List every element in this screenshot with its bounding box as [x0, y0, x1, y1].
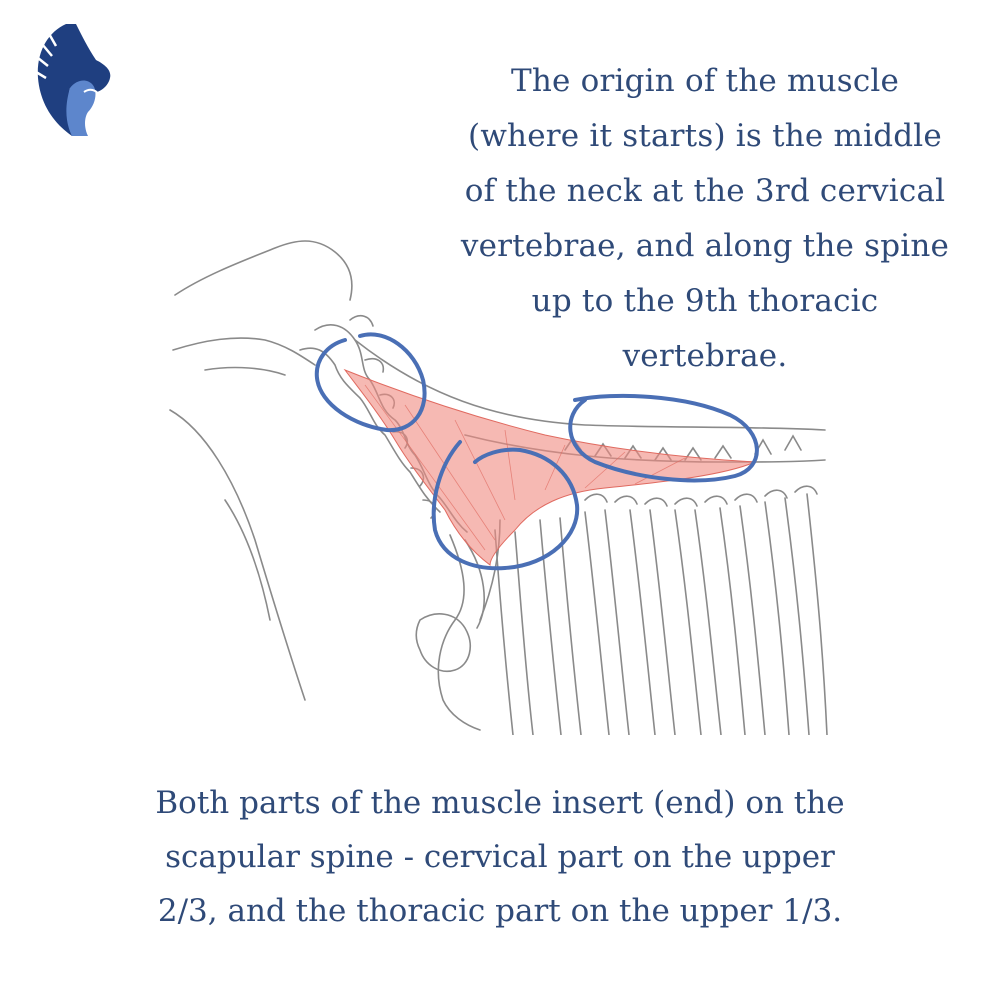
origin-line-4: vertebrae, and along the spine [460, 228, 950, 264]
insertion-line-3: 2/3, and the thoracic part on the upper 1/3. [157, 893, 843, 929]
origin-line-2: (where it starts) is the middle [468, 118, 942, 154]
insertion-description [70, 776, 930, 938]
insertion-line-1: Both parts of the muscle insert (end) on the [155, 785, 845, 821]
origin-line-3: of the neck at the 3rd cervical [464, 173, 946, 209]
origin-line-5: up to the 9th thoracic [531, 283, 879, 319]
insertion-line-2: scapular spine - cervical part on the upper [165, 839, 835, 875]
anatomy-sketch [165, 200, 835, 735]
origin-line-1: The origin of the muscle [510, 63, 900, 99]
horse-dog-head-icon [26, 18, 120, 140]
origin-line-6: vertebrae. [622, 338, 788, 374]
